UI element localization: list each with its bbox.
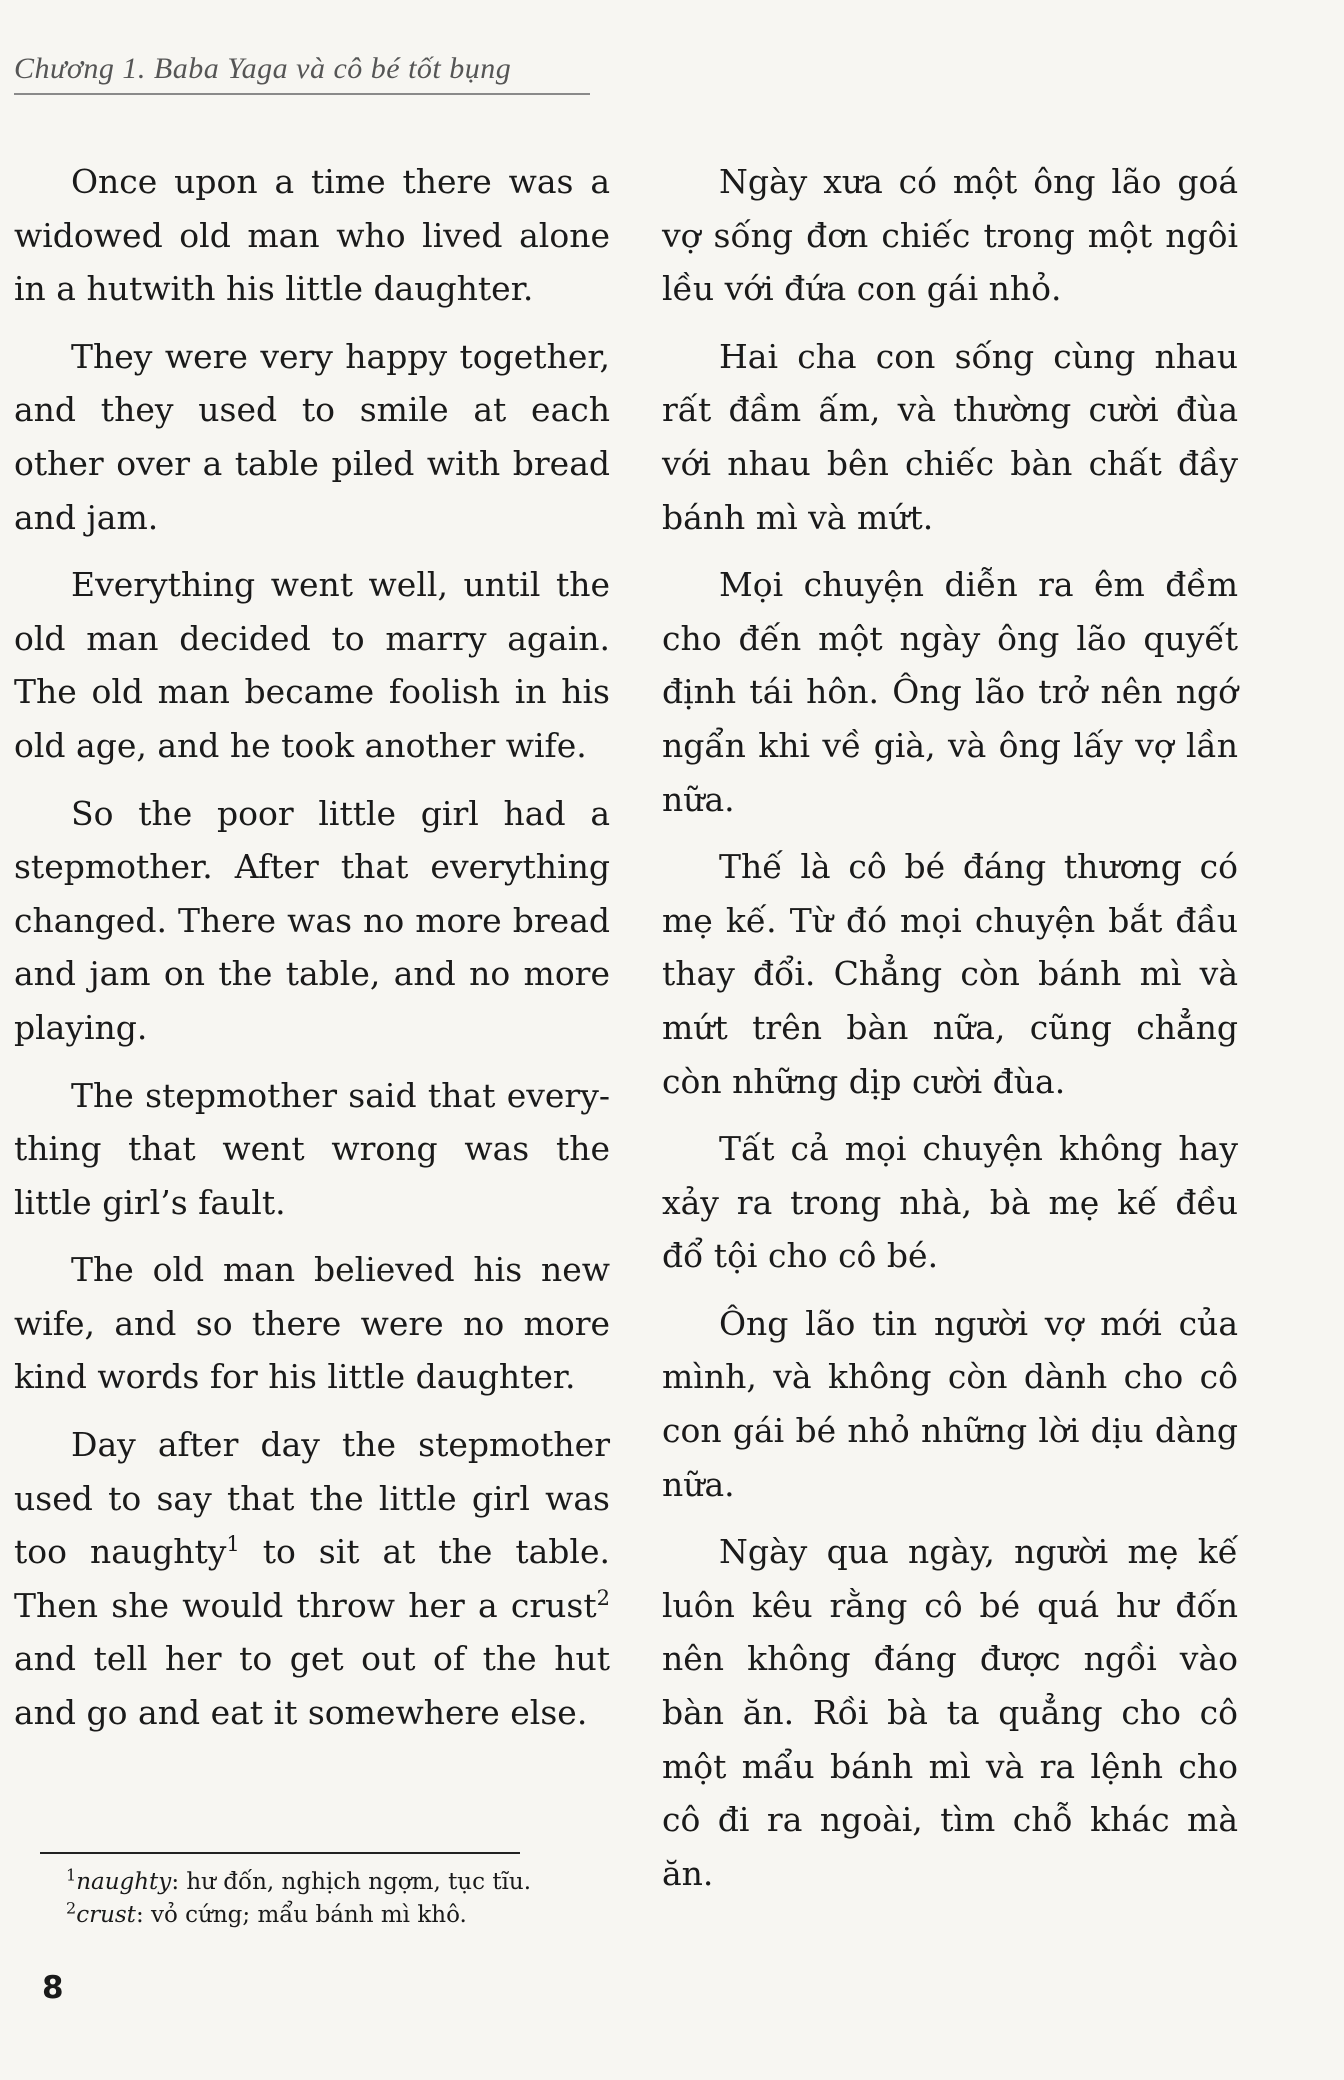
english-column — [14, 155, 610, 1754]
english-paragraph-5: The stepmother said that every-thing that went wrong was the little girl’s fault. — [14, 1075, 610, 1222]
footnote-2-definition: : vỏ cứng; mẩu bánh mì khô. — [135, 1902, 467, 1928]
english-paragraph-3: Everything went well, until the old man decided to marry again. The old man became foolish in his old age, and he took another wife. — [14, 565, 610, 765]
english-paragraph-4: So the poor little girl had a stepmother. After that everything changed. There was no more bread and jam on the table, and no more playing. — [14, 793, 610, 1047]
footnote-1-number: 1 — [66, 1865, 77, 1885]
footnote-ref-2: 2 — [596, 1585, 610, 1610]
footnote-1 — [66, 1866, 531, 1899]
footnote-2-term: crust — [76, 1902, 136, 1928]
footnote-1-term: naughty — [76, 1869, 172, 1895]
english-paragraph-7-part-a: Day after day the stepmother used to say that the little girl was too naughty — [14, 1425, 610, 1572]
vietnamese-paragraph-7: Ngày qua ngày, người mẹ kế luôn kêu rằng cô bé quá hư đốn nên không đáng được ngồi vào bàn ăn. Rồi bà ta quẳng cho cô một mẩu bánh mì và ra lệnh cho cô đi ra ngoài, tìm chỗ khác mà ăn. — [662, 1532, 1238, 1893]
vietnamese-paragraph-4: Thế là cô bé đáng thương có mẹ kế. Từ đó mọi chuyện bắt đầu thay đổi. Chẳng còn bánh mì và mứt trên bàn nữa, cũng chẳng còn những dịp cười đùa. — [662, 847, 1238, 1101]
vietnamese-paragraph-5: Tất cả mọi chuyện không hay xảy ra trong nhà, bà mẹ kế đều đổ tội cho cô bé. — [662, 1129, 1238, 1276]
running-head: Chương 1. Baba Yaga và cô bé tốt bụng — [14, 52, 512, 85]
vietnamese-paragraph-6: Ông lão tin người vợ mới của mình, và không còn dành cho cô con gái bé nhỏ những lời dịu dàng nữa. — [662, 1303, 1238, 1504]
english-paragraph-2: They were very happy together, and they used to smile at each other over a table piled with bread and jam. — [14, 336, 610, 537]
footnote-ref-1: 1 — [226, 1532, 240, 1557]
vietnamese-column — [662, 155, 1238, 1914]
vietnamese-paragraph-1: Ngày xưa có một ông lão goá vợ sống đơn chiếc trong một ngôi lều với đứa con gái nhỏ. — [662, 162, 1238, 309]
footnote-2-number: 2 — [66, 1898, 77, 1918]
english-paragraph-7-part-c: and tell her to get out of the hut and go and eat it somewhere else. — [14, 1639, 610, 1733]
footnotes — [66, 1866, 531, 1932]
footnote-rule — [40, 1852, 520, 1854]
english-paragraph-1: Once upon a time there was a widowed old man who lived alone in a hutwith his little daughter. — [14, 162, 610, 309]
footnote-2 — [66, 1899, 531, 1932]
footnote-1-definition: : hư đốn, nghịch ngợm, tục tĩu. — [171, 1869, 532, 1895]
english-paragraph-7-part-b: to sit at the table. Then she would throw her a crust — [14, 1532, 610, 1625]
vietnamese-paragraph-3: Mọi chuyện diễn ra êm đềm cho đến một ngày ông lão quyết định tái hôn. Ông lão trở nên ngớ ngẩn khi về già, và ông lấy vợ lần nữa. — [662, 565, 1238, 819]
page-number: 8 — [42, 1970, 64, 2006]
header-rule — [14, 93, 590, 95]
english-paragraph-7 — [14, 1418, 610, 1740]
vietnamese-paragraph-2: Hai cha con sống cùng nhau rất đầm ấm, và thường cười đùa với nhau bên chiếc bàn chất đầy bánh mì và mứt. — [662, 336, 1238, 537]
english-paragraph-6: The old man believed his new wife, and so there were no more kind words for his little daughter. — [14, 1250, 610, 1397]
